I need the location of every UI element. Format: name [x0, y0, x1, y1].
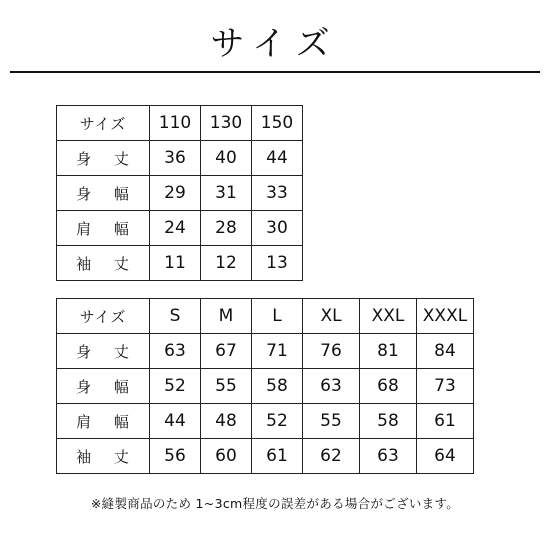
table-cell: 28: [201, 211, 252, 246]
table-cell: 73: [417, 369, 474, 404]
table-row: [57, 246, 303, 281]
table-cell: 40: [201, 141, 252, 176]
table-cell: 58: [360, 404, 417, 439]
row-label: 袖 丈: [57, 439, 150, 474]
table-header-row: [57, 106, 303, 141]
title-divider: [10, 71, 540, 73]
table-cell: 84: [417, 334, 474, 369]
table-cell: 30: [252, 211, 303, 246]
table-row: [57, 211, 303, 246]
table-cell: 64: [417, 439, 474, 474]
row-label: 袖 丈: [57, 246, 150, 281]
table-cell: 61: [252, 439, 303, 474]
table-cell: 31: [201, 176, 252, 211]
table-row: [57, 176, 303, 211]
table-cell: 13: [252, 246, 303, 281]
size-header-cell: 130: [201, 106, 252, 141]
table-cell: 76: [303, 334, 360, 369]
row-label: 肩 幅: [57, 211, 150, 246]
table-cell: 58: [252, 369, 303, 404]
row-label: 身 幅: [57, 176, 150, 211]
size-header-label: サイズ: [57, 106, 150, 141]
table-cell: 33: [252, 176, 303, 211]
table-cell: 63: [360, 439, 417, 474]
size-header-cell: XXL: [360, 299, 417, 334]
table-cell: 81: [360, 334, 417, 369]
table-cell: 61: [417, 404, 474, 439]
table-header-row: [57, 299, 474, 334]
table-cell: 63: [303, 369, 360, 404]
row-label: 身 丈: [57, 141, 150, 176]
table-row: [57, 334, 474, 369]
size-header-cell: XXXL: [417, 299, 474, 334]
table-row: [57, 439, 474, 474]
table-cell: 56: [150, 439, 201, 474]
size-header-cell: 150: [252, 106, 303, 141]
table-cell: 11: [150, 246, 201, 281]
table-cell: 52: [252, 404, 303, 439]
table-row: [57, 141, 303, 176]
table-cell: 48: [201, 404, 252, 439]
size-header-label: サイズ: [57, 299, 150, 334]
table-cell: 24: [150, 211, 201, 246]
row-label: 身 幅: [57, 369, 150, 404]
size-header-cell: L: [252, 299, 303, 334]
table-cell: 55: [201, 369, 252, 404]
table-cell: 29: [150, 176, 201, 211]
adult-size-table: [56, 298, 474, 474]
table-row: [57, 404, 474, 439]
table-cell: 67: [201, 334, 252, 369]
size-header-cell: M: [201, 299, 252, 334]
row-label: 肩 幅: [57, 404, 150, 439]
size-header-cell: S: [150, 299, 201, 334]
table-cell: 52: [150, 369, 201, 404]
tolerance-note: ※縫製商品のため 1~3cm程度の誤差がある場合がございます。: [90, 496, 460, 511]
table-cell: 36: [150, 141, 201, 176]
table-cell: 68: [360, 369, 417, 404]
size-header-cell: 110: [150, 106, 201, 141]
row-label: 身 丈: [57, 334, 150, 369]
table-cell: 44: [150, 404, 201, 439]
table-cell: 62: [303, 439, 360, 474]
size-header-cell: XL: [303, 299, 360, 334]
table-cell: 55: [303, 404, 360, 439]
table-cell: 12: [201, 246, 252, 281]
table-cell: 60: [201, 439, 252, 474]
table-cell: 71: [252, 334, 303, 369]
table-cell: 63: [150, 334, 201, 369]
table-cell: 44: [252, 141, 303, 176]
page-title: サイズ: [210, 24, 340, 64]
table-row: [57, 369, 474, 404]
kids-size-table: [56, 105, 303, 281]
